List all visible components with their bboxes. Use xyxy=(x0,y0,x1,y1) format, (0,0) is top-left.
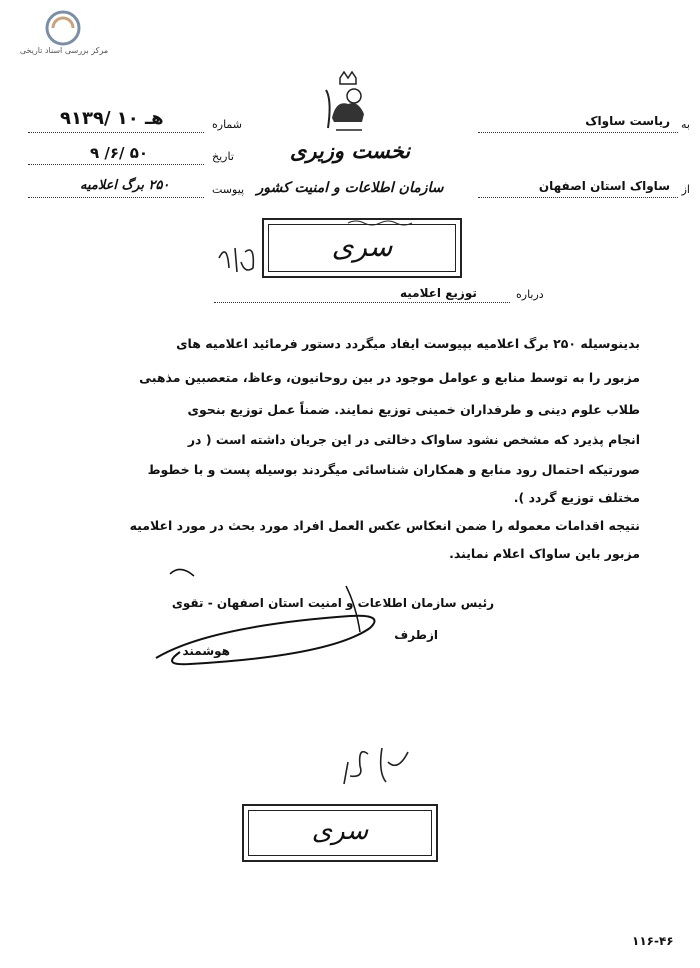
body-line-6: مختلف توزیع گردد ). xyxy=(513,490,640,505)
date-dotted-line xyxy=(28,164,204,165)
to-label: به xyxy=(681,118,690,131)
organization-title: سازمان اطلاعات و امنیت کشور xyxy=(256,180,444,196)
body-line-1: بدینوسیله ۲۵۰ برگ اعلامیه بپیوست ایفاد میگردد دستور فرمائید اعلامیه های xyxy=(176,336,640,351)
handwritten-note-bottom-icon xyxy=(338,742,418,796)
archive-logo xyxy=(8,6,118,66)
date-label: تاریخ xyxy=(212,150,234,163)
from-value: ساواک استان اصفهان xyxy=(538,179,670,193)
body-line-4: انجام پذیرد که مشخص نشود ساواک دخالتی در این جریان داشته است ( در xyxy=(187,432,640,447)
stamp-text-bottom: سری xyxy=(311,816,369,846)
stamp-text-top: سری xyxy=(331,230,393,263)
to-value: ریاست ساواک xyxy=(585,114,670,128)
page-code: ۱۱۶-۴۶ xyxy=(632,934,674,948)
handwritten-signature-icon xyxy=(150,566,410,680)
body-line-2: مزبور را به توسط منابع و عوامل موجود در بین روحانیون، وعاظ، متعصبین مذهبی xyxy=(139,370,640,385)
from-dotted-line xyxy=(478,197,678,198)
handwritten-note-top-icon xyxy=(215,238,265,282)
classification-stamp-bottom xyxy=(242,804,438,862)
body-line-8: مزبور باین ساواک اعلام نمایند. xyxy=(449,546,640,561)
number-value: ۹۱۳۹/ ۱۰ هـ xyxy=(60,108,164,129)
lion-sun-emblem-icon xyxy=(318,70,378,135)
number-label: شماره xyxy=(212,118,243,131)
attachment-value: ۲۵۰ برگ اعلامیه xyxy=(80,178,170,193)
to-dotted-line xyxy=(478,132,678,133)
from-label: از xyxy=(681,183,690,196)
attachment-dotted-line xyxy=(28,197,204,198)
subject-label: درباره xyxy=(516,288,544,301)
number-dotted-line xyxy=(28,132,204,133)
body-line-5: صورتیکه احتمال رود منابع و همکاران شناسائی میگردند بوسیله پست و با خطوط xyxy=(147,462,640,477)
signature-name: هوشمند xyxy=(182,644,230,658)
signature-title: رئیس سازمان اطلاعات و امنیت استان اصفهان - تقوی xyxy=(171,596,494,610)
signature-on-behalf: ازطرف xyxy=(394,628,438,642)
handwritten-dots-icon xyxy=(346,212,416,231)
body-line-7: نتیجه اقدامات معموله را ضمن انعکاس عکس العمل افراد مورد بحث در مورد اعلامیه xyxy=(129,518,640,533)
subject-dotted-line xyxy=(214,302,510,303)
body-line-3: طلاب علوم دینی و طرفداران خمینی توزیع نمایند. ضمناً عمل توزیع بنحوی xyxy=(187,402,640,417)
ministry-title: نخست وزیری xyxy=(289,138,411,163)
archive-logo-text: مرکز بررسی اسناد تاریخی xyxy=(19,46,109,55)
date-value: ۹ /۶/ ۵۰ xyxy=(90,144,149,162)
attachment-label: پیوست xyxy=(212,183,245,196)
subject-value: توزیع اعلامیه xyxy=(400,286,477,300)
